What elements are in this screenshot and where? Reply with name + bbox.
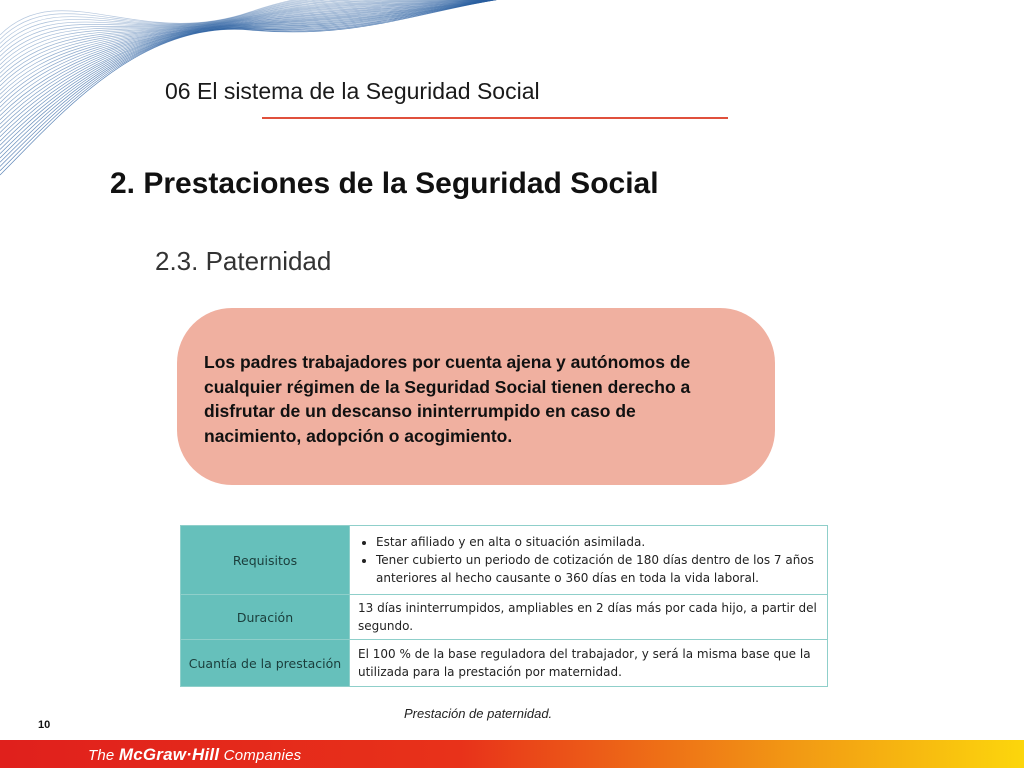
definition-callout	[177, 308, 775, 485]
chapter-heading: 06 El sistema de la Seguridad Social	[165, 78, 540, 104]
list-item: • Tener cubierto un periodo de cotización de 180 días dentro de los 7 años anteriores al hecho causante o 360 días en toda la vida laboral.	[376, 551, 819, 587]
table-row	[181, 595, 828, 640]
list-item: • Estar afiliado y en alta o situación asimilada.	[376, 533, 819, 551]
company-logo	[88, 745, 301, 765]
row-value: 13 días ininterrumpidos, ampliables en 2 días más por cada hijo, a partir del segundo.	[350, 595, 828, 640]
row-label: Cuantía de la prestación	[181, 640, 350, 687]
logo-the: The	[88, 747, 115, 764]
logo-brand: McGraw·Hill	[118, 745, 220, 764]
chapter-divider	[262, 117, 728, 119]
slide-subtitle: 2.3. Paternidad	[155, 246, 332, 276]
benefits-table	[180, 525, 828, 687]
table-caption: Prestación de paternidad.	[404, 706, 553, 721]
row-label: Requisitos	[181, 526, 350, 595]
row-value: El 100 % de la base reguladora del trabajador, y será la misma base que la utilizada para la prestación por maternidad.	[350, 640, 828, 687]
slide-title: 2. Prestaciones de la Seguridad Social	[110, 167, 659, 200]
row-label: Duración	[181, 595, 350, 640]
table-row	[181, 640, 828, 687]
requirements-list	[358, 533, 819, 587]
callout-text: Los padres trabajadores por cuenta ajena y autónomos de cualquier régimen de la Seguridad Social tienen derecho a disfrutar de un descanso ininterrumpido en caso de nacimiento, adopción o acogimiento.	[204, 352, 691, 446]
row-value	[350, 526, 828, 595]
table-row	[181, 526, 828, 595]
page-number: 10	[38, 719, 51, 731]
logo-companies: Companies	[223, 747, 302, 764]
